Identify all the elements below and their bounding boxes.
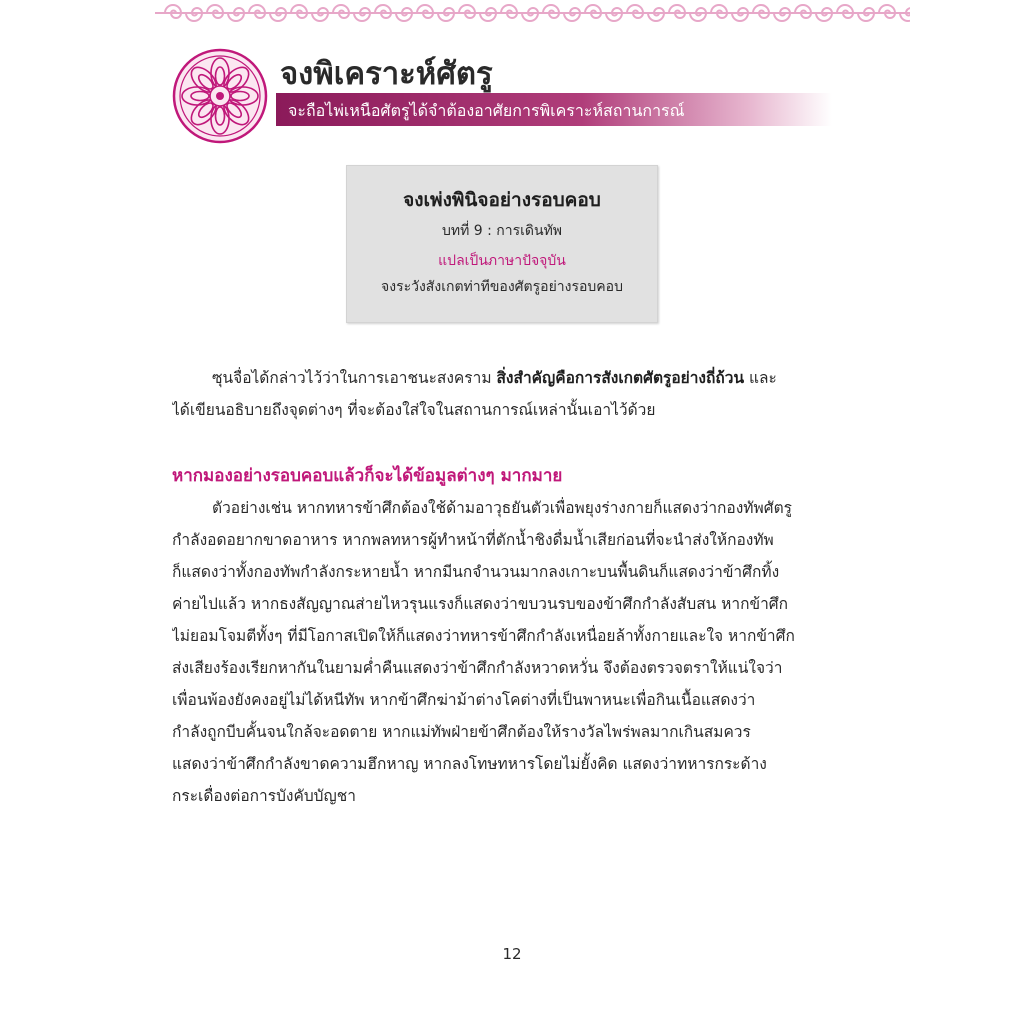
body-line: เพื่อนพ้องยังคงอยู่ไม่ได้หนีทัพ หากข้าศึกฆ่าม้าต่างโคต่างที่เป็นพาหนะเพื่อกินเนื้อแสดงว่า (172, 691, 756, 709)
body-line: กำลังถูกบีบคั้นจนใกล้จะอดตาย หากแม่ทัพฝ่ายข้าศึกต้องให้รางวัลไพร่พลมากเกินสมควร (172, 723, 751, 741)
decorative-scroll-border (155, 2, 910, 24)
quote-modern-text: จงระวังสังเกตท่าทีของศัตรูอย่างรอบคอบ (381, 279, 623, 295)
page-number: 12 (502, 945, 522, 963)
intro-text-part1: ซุนจื่อได้กล่าวไว้ว่าในการเอาชนะสงคราม (212, 369, 497, 387)
body-line: แสดงว่าข้าศึกกำลังขาดความฮึกหาญ หากลงโทษทหารโดยไม่ยั้งคิด แสดงว่าทหารกระด้าง (172, 755, 767, 773)
body-line: ส่งเสียงร้องเรียกหากันในยามค่ำคืนแสดงว่าข้าศึกกำลังหวาดหวั่น จึงต้องตรวจตราให้แน่ใจว่า (172, 659, 783, 677)
quote-chapter: บทที่ 9 : การเดินทัพ (441, 223, 563, 239)
quote-modern-label: แปลเป็นภาษาปัจจุบัน (438, 253, 566, 269)
page-subtitle: จะถือไพ่เหนือศัตรูได้จำต้องอาศัยการพิเคราะห์สถานการณ์ (288, 101, 685, 120)
section-paragraph (172, 492, 832, 812)
intro-line-2: ได้เขียนอธิบายถึงจุดต่างๆ ที่จะต้องใส่ใจในสถานการณ์เหล่านั้นเอาไว้ด้วย (172, 401, 656, 419)
section-heading: หากมองอย่างรอบคอบแล้วก็จะได้ข้อมูลต่างๆ มากมาย (172, 466, 563, 486)
body-line: กระเดื่องต่อการบังคับบัญชา (172, 787, 356, 805)
body-line: ตัวอย่างเช่น หากทหารข้าศึกต้องใช้ด้ามอาวุธยันตัวเพื่อพยุงร่างกายก็แสดงว่ากองทัพศัตรู (212, 499, 792, 517)
body-line: ค่ายไปแล้ว หากธงสัญญาณส่ายไหวรุนแรงก็แสดงว่าขบวนรบของข้าศึกกำลังสับสน หากข้าศึก (172, 595, 789, 613)
body-line: ก็แสดงว่าทั้งกองทัพกำลังกระหายน้ำ หากมีนกจำนวนมากลงเกาะบนพื้นดินก็แสดงว่าข้าศึกทิ้ง (172, 563, 780, 581)
intro-text-part2: และ (744, 369, 777, 387)
lotus-flower-emblem-icon (172, 48, 268, 144)
page-title: จงพิเคราะห์ศัตรู (280, 56, 493, 92)
quote-title: จงเพ่งพินิจอย่างรอบคอบ (403, 189, 601, 211)
body-line: กำลังอดอยากขาดอาหาร หากพลทหารผู้ทำหน้าที่ตักน้ำชิงดื่มน้ำเสียก่อนที่จะนำส่งให้กองทัพ (172, 531, 774, 549)
quote-box (346, 165, 658, 323)
body-line: ไม่ยอมโจมตีทั้งๆ ที่มีโอกาสเปิดให้ก็แสดงว่าทหารข้าศึกกำลังเหนื่อยล้าทั้งกายและใจ หากข้าศึก (172, 627, 795, 645)
intro-line-1 (172, 362, 832, 394)
intro-paragraph (172, 362, 832, 426)
intro-bold-text: สิ่งสำคัญคือการสังเกตศัตรูอย่างถี่ถ้วน (496, 369, 745, 387)
